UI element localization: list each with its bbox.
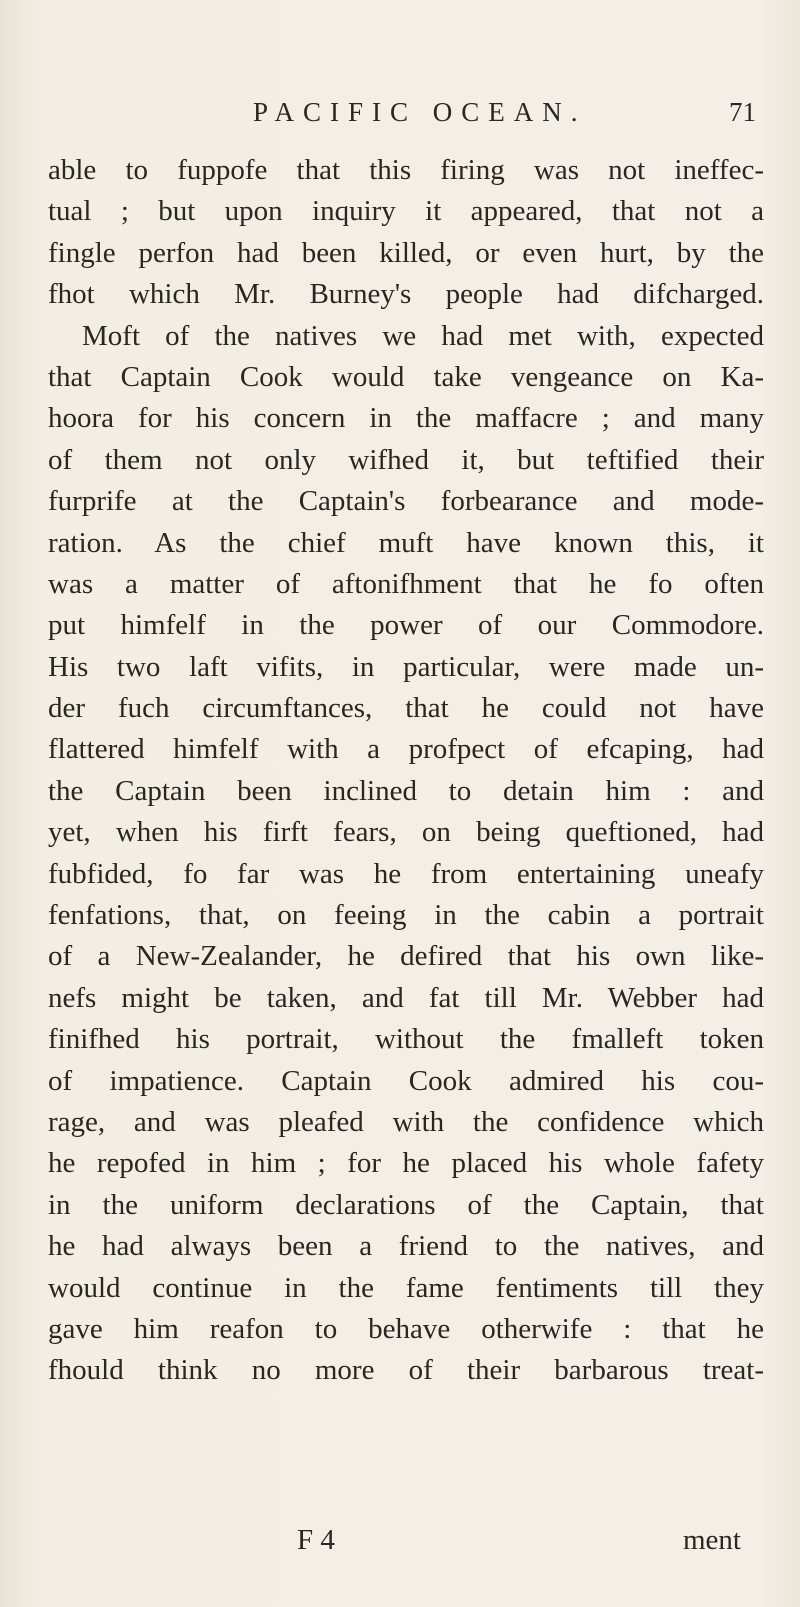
- text-line: flattered himfelf with a profpect of efcaping, had: [48, 733, 764, 766]
- text-line: of impatience. Captain Cook admired his cou-: [48, 1064, 764, 1097]
- text-line: the Captain been inclined to detain him : and: [48, 774, 764, 807]
- text-line: finifhed his portrait, without the fmalleft token: [48, 1023, 764, 1056]
- text-line: was a matter of aftonifhment that he fo often: [48, 567, 764, 600]
- text-line: ration. As the chief muft have known this, it: [48, 526, 764, 559]
- running-title: PACIFIC OCEAN.: [253, 97, 587, 127]
- text-line-paragraph-start: Moft of the natives we had met with, expected: [82, 319, 764, 352]
- text-line: gave him reafon to behave otherwife : that he: [48, 1312, 764, 1345]
- text-line: der fuch circumftances, that he could not have: [48, 692, 764, 725]
- text-line: His two laft vifits, in particular, were made un-: [48, 650, 764, 683]
- text-line: fubfided, fo far was he from entertaining uneafy: [48, 857, 764, 890]
- text-line: of them not only wifhed it, but teftified their: [48, 443, 764, 476]
- text-line: put himfelf in the power of our Commodore.: [48, 609, 764, 642]
- text-line: fingle perfon had been killed, or even hurt, by the: [48, 236, 764, 269]
- text-line: able to fuppofe that this firing was not ineffec-: [48, 154, 764, 186]
- text-line: fenfations, that, on feeing in the cabin a portrait: [48, 899, 764, 932]
- text-line: he repofed in him ; for he placed his whole fafety: [48, 1147, 764, 1180]
- text-line: rage, and was pleafed with the confidence which: [48, 1105, 764, 1138]
- text-line: yet, when his firft fears, on being queftioned, had: [48, 816, 764, 849]
- running-head: [0, 92, 800, 132]
- body-text: [48, 150, 764, 1392]
- signature-mark: F 4: [297, 1524, 335, 1556]
- text-line: nefs might be taken, and fat till Mr. Webber had: [48, 981, 764, 1014]
- text-line: that Captain Cook would take vengeance on Ka-: [48, 360, 764, 393]
- text-line: fhould think no more of their barbarous treat-: [48, 1354, 764, 1387]
- text-line: hoora for his concern in the maffacre ; and many: [48, 402, 764, 435]
- text-line: of a New-Zealander, he defired that his own like-: [48, 940, 764, 973]
- page-number: 71: [729, 97, 756, 127]
- page-footer: [0, 1520, 800, 1560]
- text-line: tual ; but upon inquiry it appeared, that not a: [48, 195, 764, 228]
- text-line: would continue in the fame fentiments till they: [48, 1271, 764, 1304]
- text-line: furprife at the Captain's forbearance and mode-: [48, 485, 764, 518]
- catchword: ment: [683, 1524, 741, 1556]
- text-line: he had always been a friend to the natives, and: [48, 1230, 764, 1263]
- text-line: in the uniform declarations of the Captain, that: [48, 1188, 764, 1221]
- text-line: fhot which Mr. Burney's people had difcharged.: [48, 278, 764, 311]
